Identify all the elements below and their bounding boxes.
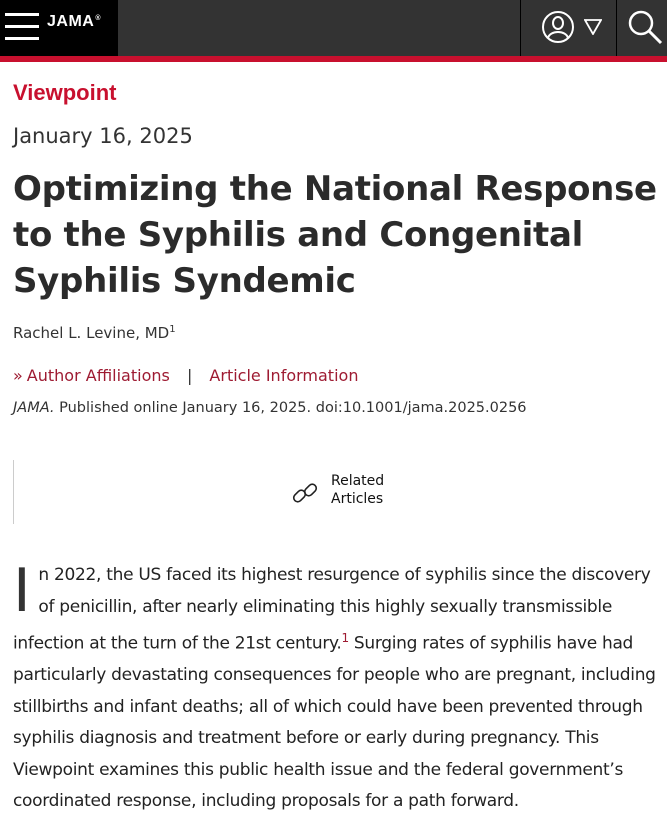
author-affiliation-ref[interactable]: 1 <box>169 324 176 335</box>
chevron-right-icon: » <box>13 366 23 385</box>
menu-icon[interactable] <box>5 13 39 41</box>
link-icon[interactable] <box>290 478 320 508</box>
article-body <box>13 556 658 818</box>
search-button[interactable] <box>616 0 667 56</box>
citation-journal: JAMA. <box>13 400 55 416</box>
citation <box>13 400 527 416</box>
publication-date: January 16, 2025 <box>13 124 193 148</box>
article-information-link[interactable]: Article Information <box>209 366 359 385</box>
author-line[interactable] <box>13 324 176 342</box>
logo-block[interactable] <box>0 0 118 56</box>
author-name[interactable]: Rachel L. Levine, MD <box>13 324 170 342</box>
link-separator: | <box>186 366 193 385</box>
body-text-part1: n 2022, the US faced its highest resurgence of syphilis since the discovery of penicillin, after nearly eliminating this highly sexually transmissible infection at the turn of the 21st century. <box>13 565 651 654</box>
article-title: Optimizing the National Response to the Syphilis and Congenital Syphilis Syndemic <box>13 169 657 301</box>
user-account-menu[interactable] <box>520 0 616 56</box>
top-navigation-bar <box>0 0 667 56</box>
related-articles-button[interactable]: Related Articles <box>331 473 385 507</box>
body-text-part2: Surging rates of syphilis have had particularly devastating consequences for people who are pregnant, including stillbirths and infant deaths; all of which could have been prevented through syphilis diagnosis and treatment before or early during pregnancy. This Viewpoint examines this public health issue and the federal government’s coordinated response, including proposals for a path forward. <box>13 633 656 812</box>
citation-details: Published online January 16, 2025. doi:10.1001/jama.2025.0256 <box>54 400 527 416</box>
author-affiliations-link[interactable]: » Author Affiliations <box>13 366 170 385</box>
search-icon[interactable] <box>626 8 664 46</box>
related-articles-panel <box>13 460 659 524</box>
jama-logo[interactable]: JAMA® <box>47 13 102 30</box>
drop-cap: I <box>13 556 31 626</box>
dropdown-triangle-icon[interactable] <box>584 19 602 35</box>
article-links <box>13 366 358 385</box>
user-icon[interactable] <box>541 10 575 44</box>
reference-link[interactable]: 1 <box>341 631 349 645</box>
header-accent-line <box>0 56 667 62</box>
section-label[interactable]: Viewpoint <box>13 80 117 105</box>
